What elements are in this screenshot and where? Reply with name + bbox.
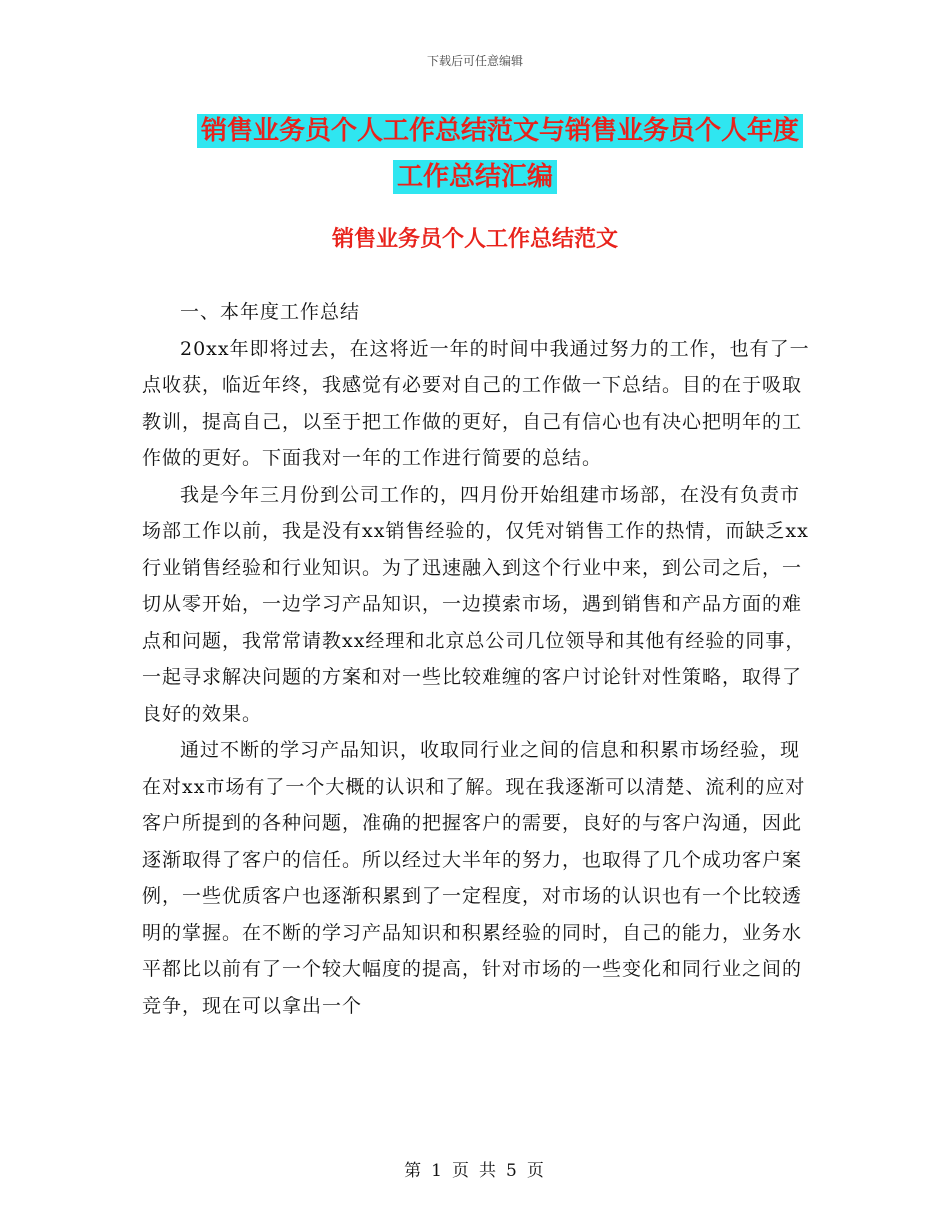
page-footer [0, 1156, 950, 1181]
footer-label-page: 第 [404, 1161, 424, 1181]
document-title [0, 108, 950, 200]
section-title: 销售业务员个人工作总结范文 [331, 226, 618, 252]
page-header-note: 下载后可任意编辑 [426, 54, 523, 68]
document-title-line-1 [0, 108, 950, 154]
footer-label-unit: 页 [452, 1161, 471, 1181]
title-highlight-1: 销售业务员个人工作总结范文与销售业务员个人年度 [197, 114, 803, 148]
paragraph: 我是今年三月份到公司工作的，四月份开始组建市场部，在没有负责市场部工作以前，我是没有xx销售经验的，仅凭对销售工作的热情，而缺乏xx行业销售经验和行业知识。为了迅速融入到这个行业中来，到公司之后，一切从零开始，一边学习产品知识，一边摸索市场，遇到销售和产品方面的难点和问题，我常常请教xx经理和北京总公司几位领导和其他有经验的同事，一起寻求解决问题的方案和对一些比较难缠的客户讨论针对性策略，取得了良好的效果。 [142, 483, 809, 725]
footer-total-pages: 5 [506, 1161, 519, 1181]
paragraph: 20xx年即将过去，在这将近一年的时间中我通过努力的工作，也有了一点收获，临近年终，我感觉有必要对自己的工作做一下总结。目的在于吸取教训，提高自己，以至于把工作做的更好，自己有信心也有决心把明年的工作做的更好。下面我对一年的工作进行简要的总结。 [142, 337, 810, 469]
footer-label-total: 共 [479, 1161, 498, 1181]
document-title-line-2 [0, 154, 950, 200]
body-text [142, 294, 812, 1024]
title-highlight-2: 工作总结汇编 [393, 160, 557, 194]
footer-current-page: 1 [431, 1161, 444, 1181]
paragraph: 通过不断的学习产品知识，收取同行业之间的信息和积累市场经验，现在对xx市场有了一个大概的认识和了解。现在我逐渐可以清楚、流利的应对客户所提到的各种问题，准确的把握客户的需要，良好的与客户沟通，因此逐渐取得了客户的信任。所以经过大半年的努力，也取得了几个成功客户案例，一些优质客户也逐渐积累到了一定程度，对市场的认识也有一个比较透明的掌握。在不断的学习产品知识和积累经验的同时，自己的能力，业务水平都比以前有了一个较大幅度的提高，针对市场的一些变化和同行业之间的竞争，现在可以拿出一个 [142, 739, 806, 1017]
paragraph-heading: 一、本年度工作总结 [180, 301, 361, 323]
footer-label-unit-2: 页 [526, 1161, 546, 1181]
